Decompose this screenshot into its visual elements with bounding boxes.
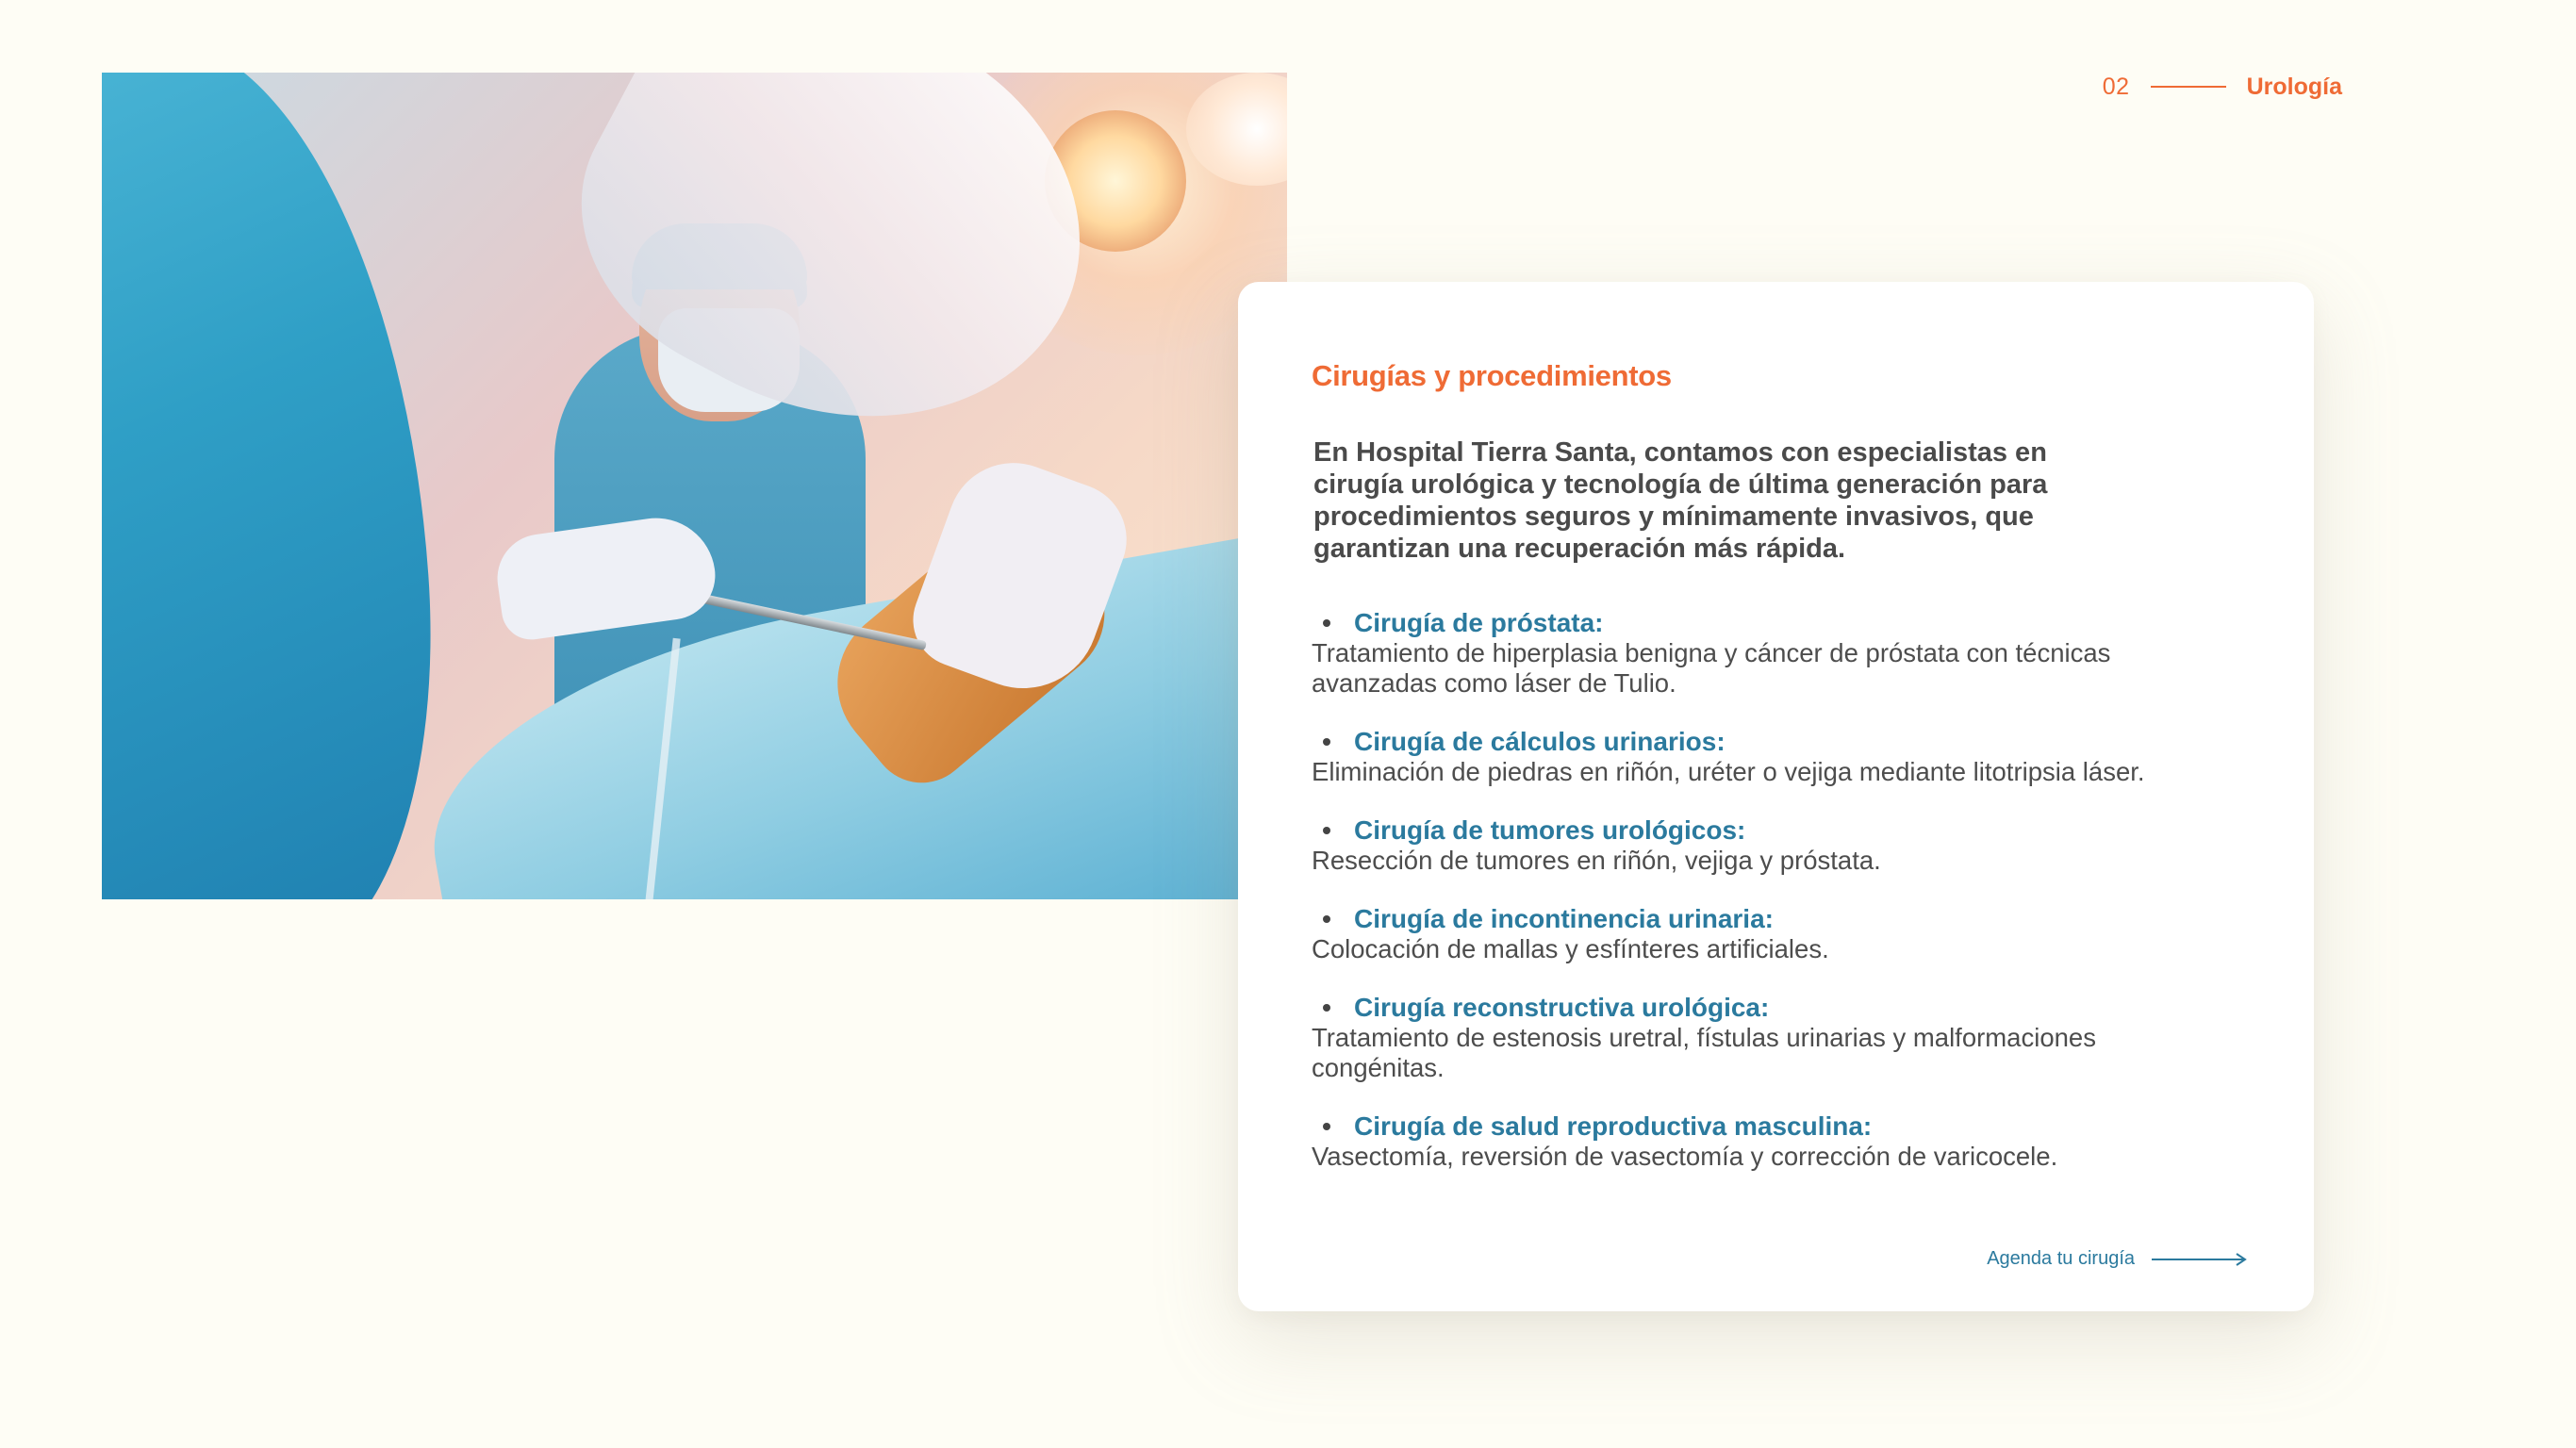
procedure-name-text: Cirugía reconstructiva urológica: (1354, 993, 1770, 1022)
procedure-name (1312, 993, 2203, 1023)
list-item (1312, 1111, 2203, 1172)
section-name: Urología (2246, 73, 2342, 100)
hero-left-drape (102, 73, 454, 899)
list-item (1312, 608, 2203, 699)
procedures-card (1238, 282, 2314, 1311)
procedure-name (1312, 815, 2203, 846)
bullet-icon (1323, 1123, 1330, 1130)
list-item (1312, 815, 2203, 876)
list-item (1312, 993, 2203, 1083)
procedure-description: Colocación de mallas y esfínteres artificiales. (1312, 934, 1829, 963)
section-marker (2103, 72, 2342, 102)
section-number: 02 (2102, 73, 2130, 100)
card-intro: En Hospital Tierra Santa, contamos con especialistas en cirugía urológica y tecnología de última generación para procedimientos seguros y mínimamente invasivos, que garantizan una recuperación más rápida. (1313, 437, 2048, 564)
procedure-name (1312, 727, 2203, 757)
bullet-icon (1323, 738, 1330, 746)
list-item (1312, 727, 2203, 787)
procedure-description: Tratamiento de estenosis uretral, fístulas urinarias y malformaciones congénitas. (1312, 1023, 2096, 1082)
schedule-surgery-label[interactable]: Agenda tu cirugía (1987, 1248, 2135, 1269)
procedure-name-text: Cirugía de cálculos urinarios: (1354, 727, 1726, 756)
procedure-description: Resección de tumores en riñón, vejiga y próstata. (1312, 846, 1881, 875)
procedure-name-text: Cirugía de próstata: (1354, 608, 1604, 637)
procedure-name (1312, 904, 2203, 934)
schedule-surgery-link[interactable] (1987, 1248, 2248, 1270)
procedure-description: Eliminación de piedras en riñón, uréter o vejiga mediante litotripsia láser. (1312, 757, 2145, 786)
card-title: Cirugías y procedimientos (1312, 359, 1672, 392)
bullet-icon (1323, 915, 1330, 923)
procedure-name-text: Cirugía de salud reproductiva masculina: (1354, 1111, 1873, 1141)
hero-surgery-image (102, 73, 1287, 899)
procedure-description: Vasectomía, reversión de vasectomía y corrección de varicocele. (1312, 1142, 2058, 1171)
section-divider-line (2151, 86, 2226, 88)
list-item (1312, 904, 2203, 964)
procedure-description: Tratamiento de hiperplasia benigna y cáncer de próstata con técnicas avanzadas como láser de Tulio. (1312, 638, 2111, 698)
bullet-icon (1323, 827, 1330, 834)
procedure-name-text: Cirugía de tumores urológicos: (1354, 815, 1746, 845)
procedure-name-text: Cirugía de incontinencia urinaria: (1354, 904, 1774, 933)
procedure-name (1312, 1111, 2203, 1142)
bullet-icon (1323, 619, 1330, 627)
bullet-icon (1323, 1004, 1330, 1012)
procedure-name (1312, 608, 2203, 638)
arrow-right-icon[interactable] (2152, 1252, 2248, 1267)
procedures-list (1312, 608, 2203, 1172)
